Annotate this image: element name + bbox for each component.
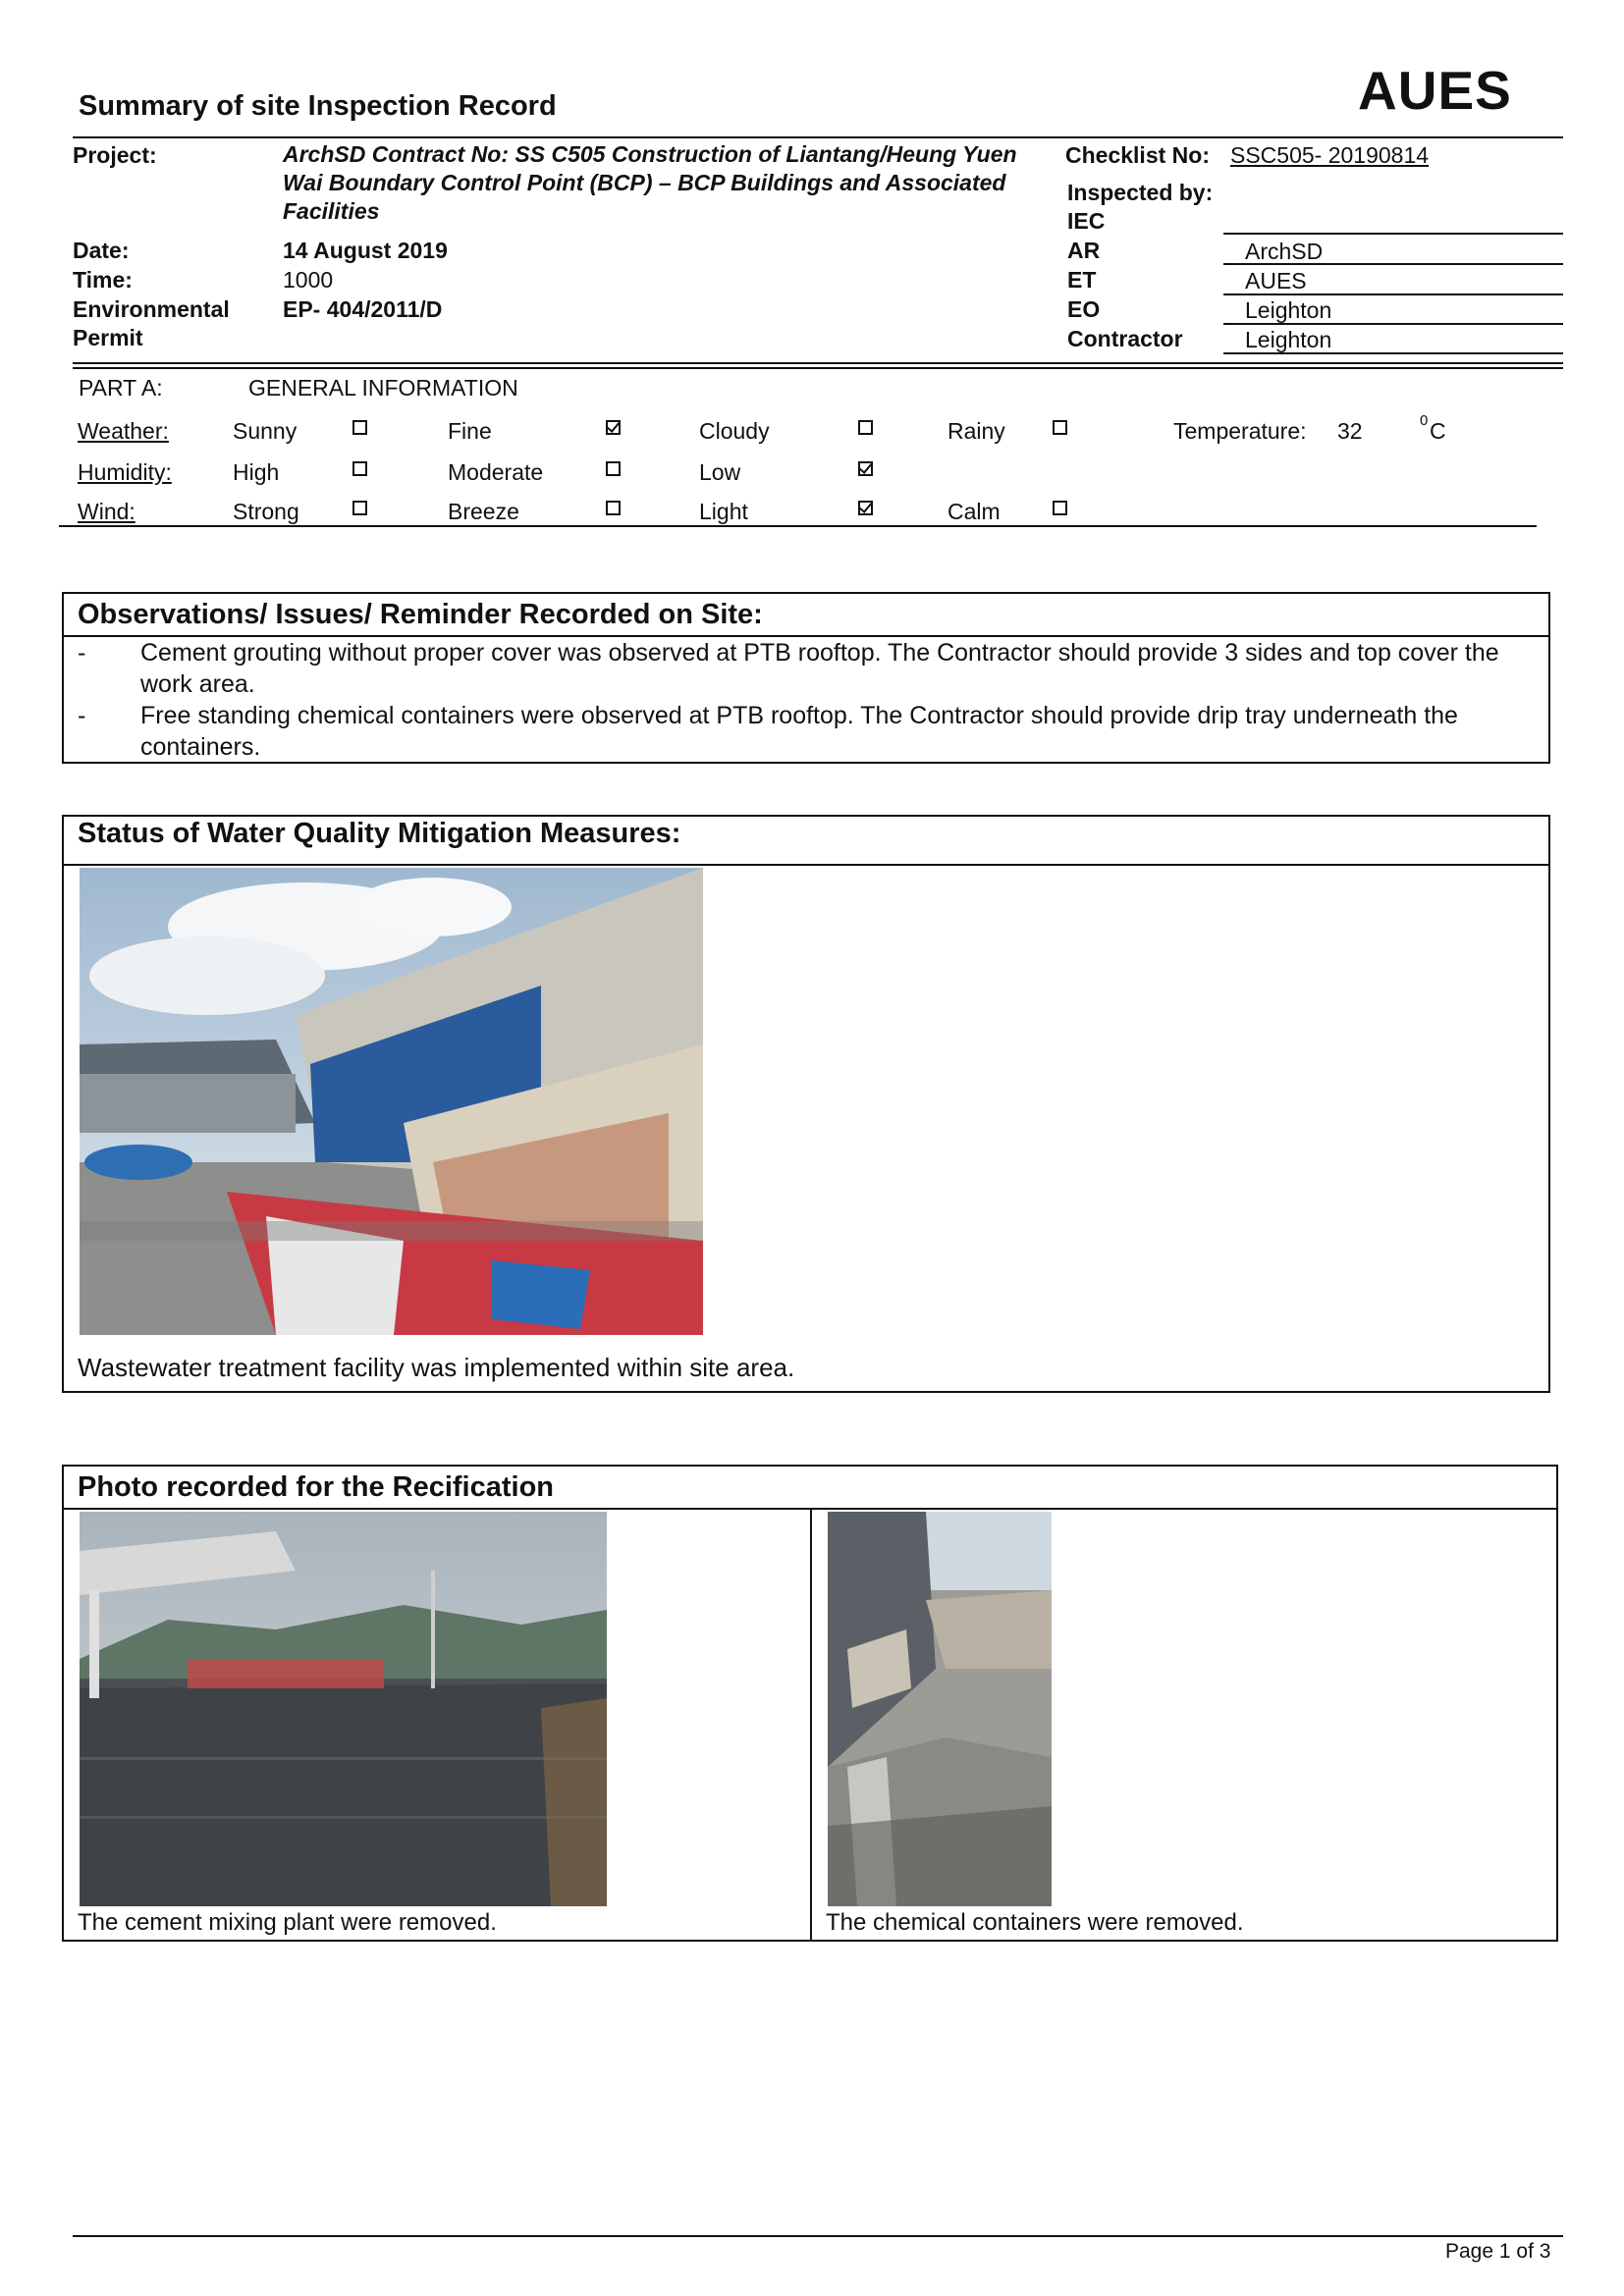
rectification-column-divider — [810, 1508, 812, 1940]
weather-sunny-label: Sunny — [233, 418, 298, 444]
et-name: AUES — [1245, 268, 1307, 294]
chemical-containers-removed-image — [828, 1512, 1052, 1906]
temperature-value: 32 — [1337, 418, 1363, 444]
project-value: ArchSD Contract No: SS C505 Construction of Liantang/Heung Yuen Wai Boundary Control Point (BCP) – BCP Buildings and Associated Facilities — [283, 141, 1017, 224]
weather-cloudy-checkbox[interactable] — [858, 420, 873, 435]
chemical-containers-removed-photo — [828, 1512, 1052, 1906]
wind-light-label: Light — [699, 499, 748, 524]
temperature-unit-sup: 0 — [1420, 412, 1429, 429]
et-line — [1223, 294, 1563, 295]
eo-line — [1223, 323, 1563, 325]
humidity-low-checkbox[interactable] — [858, 461, 873, 476]
rectification-heading: Photo recorded for the Recification — [78, 1471, 554, 1503]
humidity-label: Humidity: — [78, 459, 172, 485]
weather-sunny-checkbox[interactable] — [352, 420, 367, 435]
observation-text: Cement grouting without proper cover was observed at PTB rooftop. The Contractor should provide 3 sides and top cover the work area. — [140, 639, 1499, 698]
observation-text: Free standing chemical containers were observed at PTB rooftop. The Contractor should provide drip tray underneath the containers. — [140, 702, 1458, 761]
weather-fine-label: Fine — [448, 418, 492, 444]
role-iec: IEC — [1067, 208, 1106, 234]
contractor-line — [1223, 352, 1563, 354]
wind-calm-label: Calm — [947, 499, 1001, 524]
permit-label-line1: Environmental — [73, 296, 230, 322]
checklist-value: SSC505- 20190814 — [1230, 142, 1430, 168]
date-label: Date: — [73, 238, 130, 263]
contractor-name: Leighton — [1245, 327, 1332, 352]
humidity-moderate-checkbox[interactable] — [606, 461, 621, 476]
wastewater-facility-photo — [80, 868, 703, 1335]
humidity-high-checkbox[interactable] — [352, 461, 367, 476]
wind-breeze-checkbox[interactable] — [606, 501, 621, 515]
temperature-unit: C — [1430, 418, 1446, 444]
aues-logo: AUES — [1358, 60, 1512, 121]
role-ar: AR — [1067, 238, 1101, 263]
part-a-rule-top — [73, 362, 1563, 364]
permit-label-line2: Permit — [73, 325, 143, 350]
observations-heading: Observations/ Issues/ Reminder Recorded on Site: — [78, 599, 763, 630]
weather-fine-checkbox[interactable] — [606, 420, 621, 435]
header-rule — [73, 136, 1563, 138]
part-a-rule-bottom — [73, 367, 1563, 369]
water-quality-box — [62, 815, 1550, 1393]
water-quality-heading: Status of Water Quality Mitigation Measures: — [78, 818, 681, 849]
wind-breeze-label: Breeze — [448, 499, 519, 524]
humidity-low-label: Low — [699, 459, 741, 485]
checklist-label: Checklist No: — [1065, 142, 1210, 168]
footer-rule — [73, 2235, 1563, 2237]
water-quality-caption: Wastewater treatment facility was implemented within site area. — [78, 1353, 795, 1382]
document-title: Summary of site Inspection Record — [79, 90, 557, 122]
weather-label: Weather: — [78, 418, 169, 444]
temperature-label: Temperature: — [1173, 418, 1307, 444]
wind-strong-label: Strong — [233, 499, 299, 524]
role-et: ET — [1067, 267, 1097, 293]
inspected-by-label: Inspected by: — [1067, 180, 1214, 205]
cement-plant-caption: The cement mixing plant were removed. — [78, 1909, 497, 1936]
iec-line — [1223, 233, 1563, 235]
wind-label: Wind: — [78, 499, 135, 524]
observations-box — [62, 592, 1550, 764]
weather-cloudy-label: Cloudy — [699, 418, 770, 444]
part-a-bottom-rule — [59, 525, 1537, 527]
cement-plant-removed-image — [80, 1512, 607, 1906]
ar-name: ArchSD — [1245, 239, 1324, 264]
weather-rainy-checkbox[interactable] — [1053, 420, 1067, 435]
part-a-title: GENERAL INFORMATION — [248, 375, 518, 400]
chemical-containers-caption: The chemical containers were removed. — [826, 1909, 1244, 1936]
ar-line — [1223, 263, 1563, 265]
time-label: Time: — [73, 267, 133, 293]
permit-value: EP- 404/2011/D — [283, 296, 443, 322]
wind-light-checkbox[interactable] — [858, 501, 873, 515]
rectification-box — [62, 1465, 1558, 1942]
humidity-high-label: High — [233, 459, 280, 485]
role-contractor: Contractor — [1067, 326, 1183, 351]
wind-calm-checkbox[interactable] — [1053, 501, 1067, 515]
time-value: 1000 — [283, 267, 334, 293]
humidity-moderate-label: Moderate — [448, 459, 544, 485]
date-value: 14 August 2019 — [283, 238, 448, 263]
wind-strong-checkbox[interactable] — [352, 501, 367, 515]
eo-name: Leighton — [1245, 297, 1332, 323]
wastewater-facility-image — [80, 868, 703, 1335]
project-label: Project: — [73, 142, 157, 168]
water-quality-divider — [64, 864, 1548, 866]
part-a-label: PART A: — [79, 375, 163, 400]
cement-plant-removed-photo — [80, 1512, 607, 1906]
observation-bullet: - — [78, 702, 86, 729]
role-eo: EO — [1067, 296, 1101, 322]
observation-bullet: - — [78, 639, 86, 667]
weather-rainy-label: Rainy — [947, 418, 1005, 444]
page-number: Page 1 of 3 — [1445, 2240, 1551, 2263]
